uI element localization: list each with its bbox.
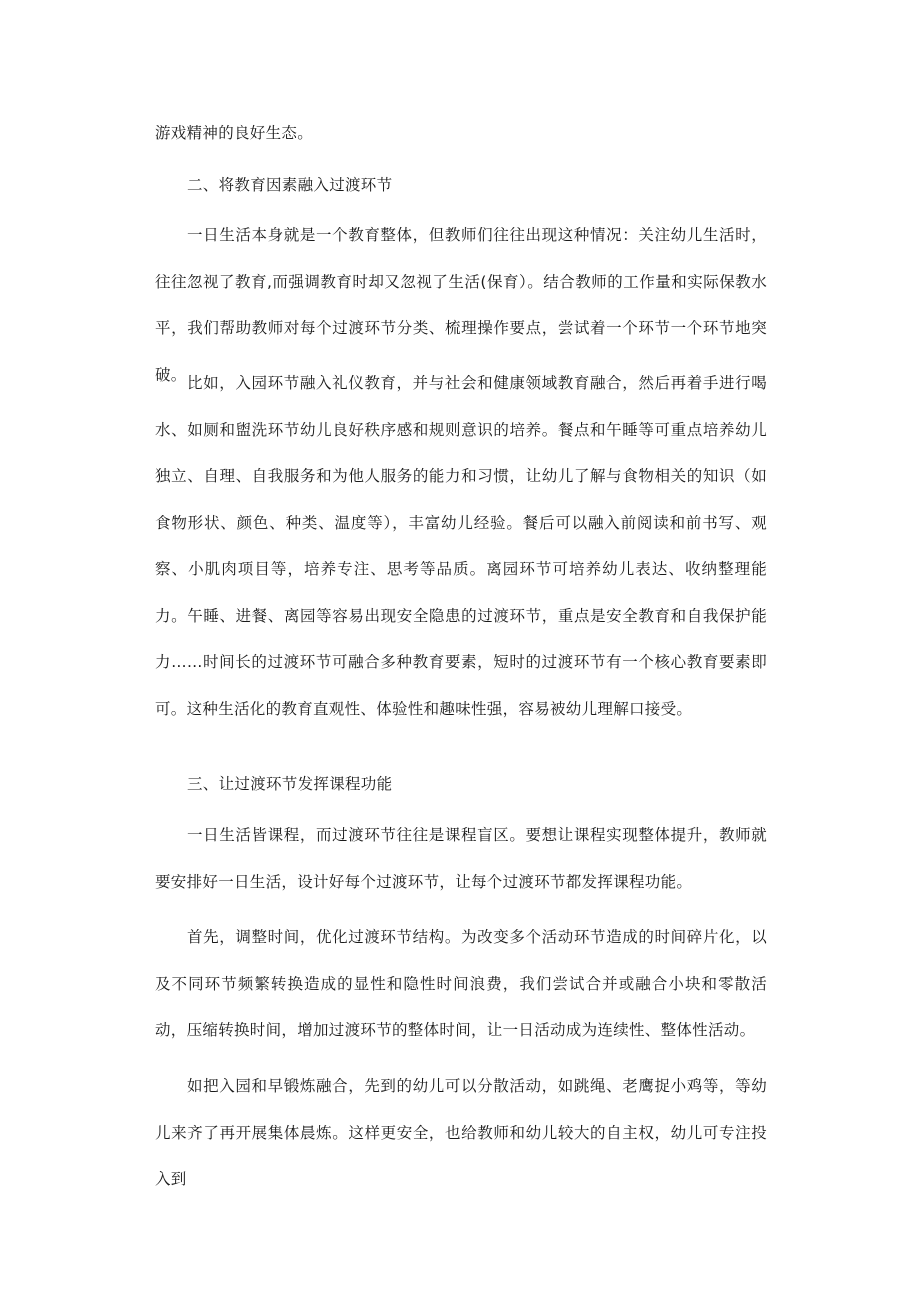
continuation-text: 游戏精神的良好生态。	[155, 124, 314, 142]
paragraph-3-2: 首先，调整时间，优化过渡环节结构。为改变多个活动环节造成的时间碎片化，以及不同环节频繁转换造成的显性和隐性时间浪费，我们尝试合并或融合小块和零散活动，压缩转换时间，增加过渡环节的整体时间，让一日活动成为连续性、整体性活动。	[155, 928, 767, 1039]
paragraph-2-2: 比如，入园环节融入礼仪教育，并与社会和健康领域教育融合，然后再着手进行喝水、如厕和盥洗环节幼儿良好秩序感和规则意识的培养。餐点和午睡等可重点培养幼儿独立、自理、自我服务和为他人服务的能力和习惯，让幼儿了解与食物相关的知识（如食物形状、颜色、种类、温度等），丰富幼儿经验。餐后可以融入前阅读和前书写、观察、小肌肉项目等，培养专注、思考等品质。离园环节可培养幼儿表达、收纳整理能力。午睡、进餐、离园等容易出现安全隐患的过渡环节，重点是安全教育和自我保护能力……时间长的过渡环节可融合多种教育要素，短时的过渡环节有一个核心教育要素即可。这种生活化的教育直观性、体验性和趣味性强，容易被幼儿理解口接受。	[155, 374, 767, 718]
section-heading-2: 二、将教育因素融入过渡环节	[187, 176, 393, 194]
paragraph-2-1: 一日生活本身就是一个教育整体，但教师们往往出现这种情况：关注幼儿生活时，往往忽视了教育,而强调教育时却又忽视了生活(保育）。结合教师的工作量和实际保教水平，我们帮助教师对每个过渡环节分类、梳理操作要点，尝试着一个环节一个环节地突破。	[155, 226, 767, 384]
paragraph-3-1: 一日生活皆课程，而过渡环节往往是课程盲区。要想让课程实现整体提升，教师就要安排好一日生活，设计好每个过渡环节，让每个过渡环节都发挥课程功能。	[155, 826, 767, 891]
paragraph-3-3: 如把入园和早锻炼融合，先到的幼儿可以分散活动，如跳绳、老鹰捉小鸡等，等幼儿来齐了再开展集体晨炼。这样更安全，也给教师和幼儿较大的自主权，幼儿可专注投入到	[155, 1077, 767, 1188]
section-heading-3: 三、让过渡环节发挥课程功能	[187, 775, 393, 793]
